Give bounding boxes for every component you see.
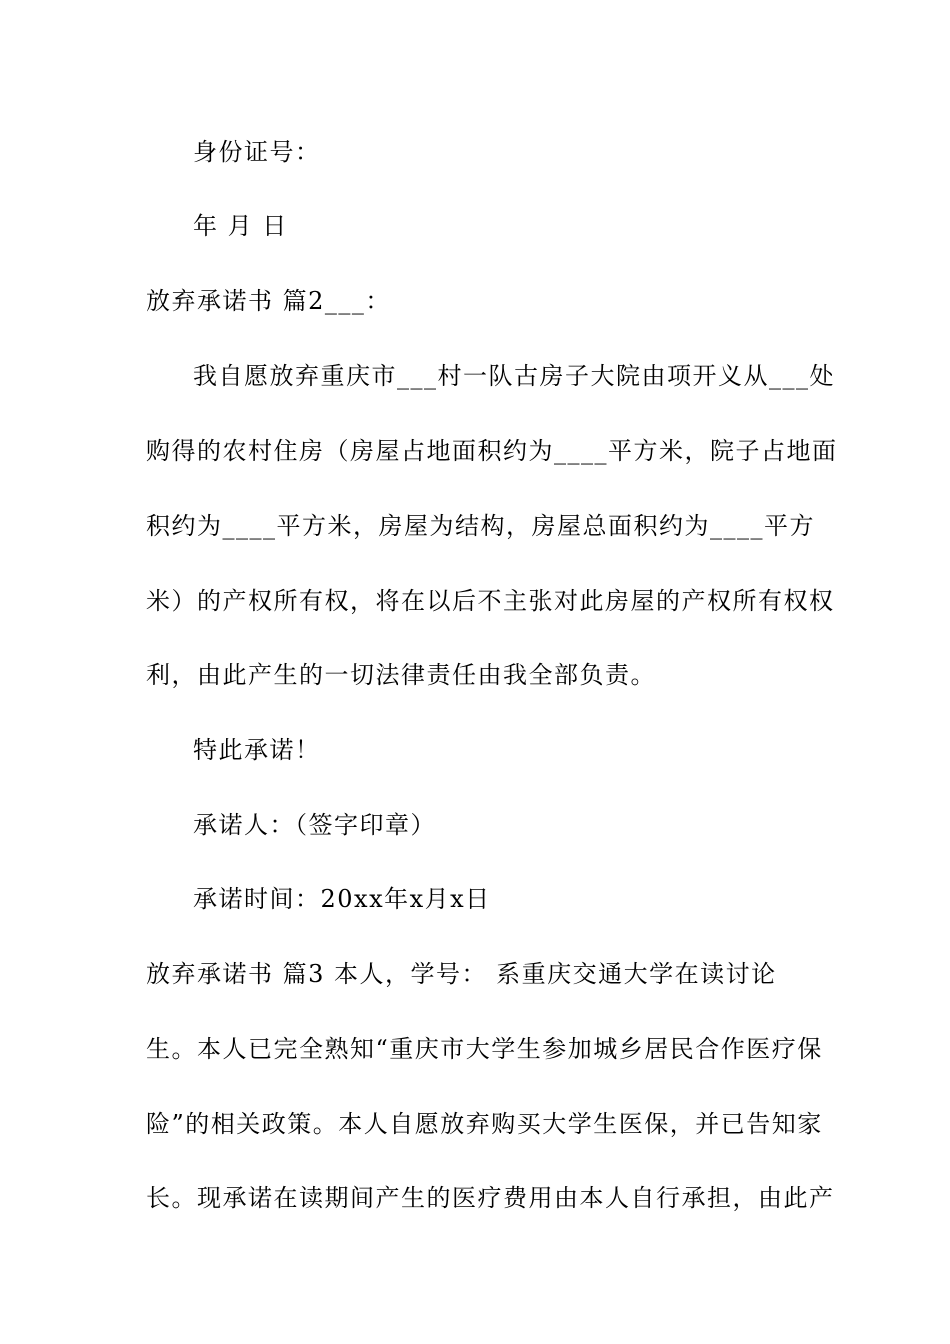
commitment-date-line: 承诺时间：20xx年x月x日 bbox=[193, 885, 491, 913]
paragraph-line: 险”的相关政策。本人自愿放弃购买大学生医保，并已告知家 bbox=[146, 1110, 823, 1138]
paragraph-line: 生。本人已完全熟知“重庆市大学生参加城乡居民合作医疗保 bbox=[146, 1035, 823, 1063]
section-heading-2: 放弃承诺书 篇2___： bbox=[146, 287, 391, 315]
paragraph-line: 购得的农村住房（房屋占地面积约为____平方米，院子占地面 bbox=[146, 437, 838, 465]
declaration-line: 特此承诺！ bbox=[193, 736, 321, 764]
paragraph-line: 我自愿放弃重庆市___村一队古房子大院由项开义从___处 bbox=[193, 362, 835, 390]
signatory-line: 承诺人：（签字印章） bbox=[193, 811, 436, 839]
id-number-label: 身份证号： bbox=[193, 138, 321, 166]
paragraph-line: 积约为____平方米，房屋为结构，房屋总面积约为____平方 bbox=[146, 512, 815, 540]
section-heading-3: 放弃承诺书 篇3 本人，学号： 系重庆交通大学在读讨论 bbox=[146, 960, 777, 988]
date-line: 年 月 日 bbox=[193, 212, 288, 240]
paragraph-line: 长。现承诺在读期间产生的医疗费用由本人自行承担，由此产 bbox=[146, 1184, 835, 1212]
paragraph-line: 利，由此产生的一切法律责任由我全部负责。 bbox=[146, 661, 656, 689]
paragraph-line: 米）的产权所有权，将在以后不主张对此房屋的产权所有权权 bbox=[146, 587, 835, 615]
